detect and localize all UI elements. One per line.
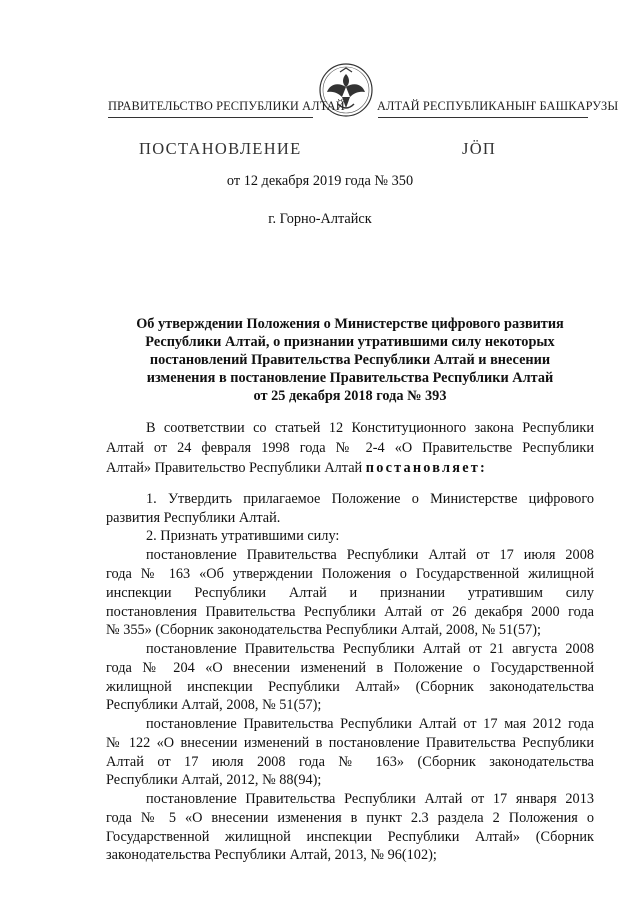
body-line: законодательства Республики Алтай, 2013, № 96(102); — [106, 847, 437, 863]
header-divider-right — [378, 117, 588, 118]
body-line: № 355» (Сборник законодательства Республики Алтай, 2008, № 51(57); — [106, 622, 541, 638]
body-line: Государственной жилищной инспекции Республики Алтай» (Сборник — [106, 829, 594, 845]
title-line: Республики Алтай, о признании утратившими силу некоторых — [145, 333, 555, 350]
document-date-number: от 12 декабря 2019 года № 350 — [226, 173, 414, 189]
body-line: постановление Правительства Республики Алтай от 21 августа 2008 — [146, 641, 594, 657]
body-line: постановления Правительства Республики Алтай от 26 декабря 2000 года — [106, 604, 594, 620]
preamble-line — [106, 460, 594, 477]
body-line: года № 5 «О внесении изменения в пункт 2.3 раздела 2 Положения о — [106, 810, 594, 826]
body-line: года № 163 «Об утверждении Положения о Государственной жилищной — [106, 566, 594, 582]
preamble-line: Алтай от 24 февраля 1998 года № 2-4 «О Правительстве Республики — [106, 440, 594, 456]
body-line: года № 204 «О внесении изменений в Положение о Государственной — [106, 660, 594, 676]
body-line: постановление Правительства Республики Алтай от 17 января 2013 — [146, 791, 594, 807]
document-title — [106, 316, 594, 406]
body-line: жилищной инспекции Республики Алтай» (Сборник законодательства — [106, 679, 594, 695]
body-line: Республики Алтай, 2008, № 51(57); — [106, 697, 322, 713]
document-city: г. Горно-Алтайск — [268, 211, 372, 227]
document-type-altai: ЈӦП — [462, 139, 497, 158]
preamble-text: Алтай» Правительство Республики Алтай — [106, 460, 363, 476]
title-line: постановлений Правительства Республики Алтай и внесении — [149, 351, 551, 368]
body-line: 1. Утвердить прилагаемое Положение о Министерстве цифрового — [146, 491, 594, 507]
body-line: развития Республики Алтай. — [106, 510, 281, 526]
preamble-line: В соответствии со статьей 12 Конституционного закона Республики — [146, 420, 594, 436]
body-line: Алтай от 17 июля 2008 года № 163» (Сборник законодательства — [106, 754, 594, 770]
government-name-altai: АЛТАЙ РЕСПУБЛИКАНЫҤ БАШКАРУЗЫ — [377, 99, 619, 113]
document-type-russian: ПОСТАНОВЛЕНИЕ — [139, 139, 302, 158]
body-line: № 122 «О внесении изменений в постановление Правительства Республики — [106, 735, 594, 751]
title-line: Об утверждении Положения о Министерстве цифрового развития — [136, 316, 564, 332]
title-line: от 25 декабря 2018 года № 393 — [253, 387, 447, 404]
government-name-russian: ПРАВИТЕЛЬСТВО РЕСПУБЛИКИ АЛТАЙ — [108, 99, 345, 113]
title-line: изменения в постановление Правительства Республики Алтай — [146, 369, 554, 386]
body-line: инспекции Республики Алтай и признании утратившим силу — [106, 585, 594, 601]
resolves-keyword: постановляет: — [365, 460, 487, 476]
header-divider-left — [108, 117, 313, 118]
body-line: постановление Правительства Республики Алтай от 17 июля 2008 — [146, 547, 594, 563]
body-line: постановление Правительства Республики Алтай от 17 мая 2012 года — [146, 716, 594, 732]
body-line: Республики Алтай, 2012, № 88(94); — [106, 772, 322, 788]
body-line: 2. Признать утратившими силу: — [146, 528, 340, 544]
